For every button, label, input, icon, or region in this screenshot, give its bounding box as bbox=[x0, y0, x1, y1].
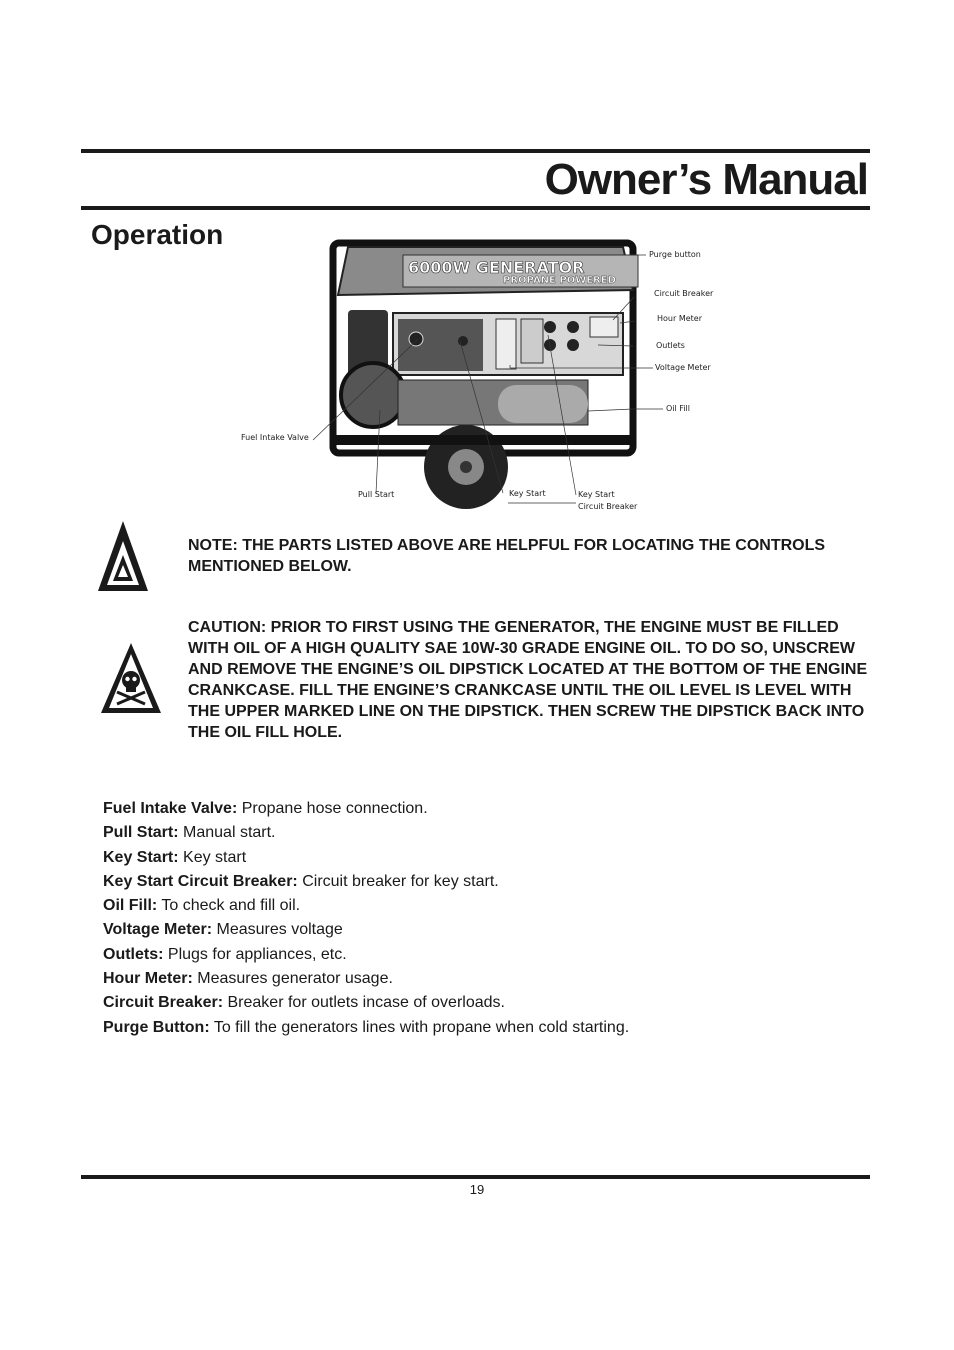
callout-hour-meter: Hour Meter bbox=[657, 314, 702, 323]
parts-list-item bbox=[103, 991, 629, 1015]
parts-list-item bbox=[103, 967, 629, 991]
page-number: 19 bbox=[469, 1182, 485, 1197]
part-description: Circuit breaker for key start. bbox=[302, 872, 499, 890]
skull-crossbones-icon bbox=[99, 640, 163, 716]
warning-triangle-icon bbox=[96, 519, 150, 593]
parts-list-item bbox=[103, 894, 629, 918]
part-description: To check and fill oil. bbox=[161, 897, 301, 915]
part-term: Pull Start: bbox=[103, 824, 179, 842]
oil-caution: CAUTION: PRIOR TO FIRST USING THE GENERATOR, THE ENGINE MUST BE FILLED WITH OIL OF A HIGH QUALITY SAE 10W-30 GRADE ENGINE OIL. TO DO SO, UNSCREW AND REMOVE THE ENGINE’S OIL DIPSTICK LOCATED AT THE BOTTOM OF THE ENGINE CRANKCASE. FILL THE ENGINE’S CRANKCASE UNTIL THE OIL LEVEL IS LEVEL WITH THE UPPER MARKED LINE ON THE DIPSTICK. THEN SCREW THE DIPSTICK BACK INTO THE OIL FILL HOLE. bbox=[188, 619, 868, 741]
generator-brand-subtext: PROPANE POWERED bbox=[503, 275, 616, 286]
part-description: Manual start. bbox=[183, 824, 276, 842]
callout-purge-button: Purge button bbox=[649, 250, 701, 259]
part-description: Breaker for outlets incase of overloads. bbox=[227, 994, 505, 1012]
part-term: Hour Meter: bbox=[103, 970, 193, 988]
part-description: Measures voltage bbox=[216, 921, 343, 939]
callout-key-start-cb-line1: Key Start bbox=[578, 490, 615, 499]
part-term: Oil Fill: bbox=[103, 897, 158, 915]
part-term: Circuit Breaker: bbox=[103, 994, 224, 1012]
part-description: Propane hose connection. bbox=[241, 800, 428, 817]
section-title: Operation bbox=[91, 219, 224, 250]
part-term: Key Start: bbox=[103, 848, 179, 866]
callout-voltage-meter: Voltage Meter bbox=[655, 363, 711, 372]
part-term: Key Start Circuit Breaker: bbox=[103, 872, 298, 890]
parts-note: NOTE: THE PARTS LISTED ABOVE ARE HELPFUL FOR LOCATING THE CONTROLS MENTIONED BELOW. bbox=[188, 537, 826, 575]
callout-fuel-intake-valve: Fuel Intake Valve bbox=[241, 433, 309, 442]
parts-list bbox=[103, 797, 629, 1040]
callout-oil-fill: Oil Fill bbox=[666, 404, 690, 413]
callout-key-start: Key Start bbox=[509, 489, 546, 498]
generator-figure bbox=[238, 235, 728, 515]
parts-list-item bbox=[103, 918, 629, 942]
generator-brand-text: 6000W GENERATOR bbox=[408, 258, 585, 277]
callout-circuit-breaker: Circuit Breaker bbox=[654, 289, 714, 298]
header-top-rule bbox=[81, 149, 870, 153]
callout-pull-start: Pull Start bbox=[358, 490, 395, 499]
parts-list-item bbox=[103, 943, 629, 967]
part-description: Key start bbox=[183, 848, 247, 866]
parts-list-item bbox=[103, 846, 629, 870]
part-term: Outlets: bbox=[103, 945, 164, 963]
part-description: To fill the generators lines with propane when cold starting. bbox=[213, 1018, 630, 1036]
parts-list-item bbox=[103, 1016, 629, 1040]
callout-outlets: Outlets bbox=[656, 341, 685, 350]
part-term: Voltage Meter: bbox=[103, 921, 213, 939]
part-term: Purge Button: bbox=[103, 1018, 210, 1036]
parts-list-item bbox=[103, 821, 629, 845]
callout-key-start-cb-line2: Circuit Breaker bbox=[578, 502, 638, 511]
part-description: Measures generator usage. bbox=[197, 970, 393, 988]
page-title: Owner’s Manual bbox=[544, 155, 868, 204]
header-bottom-rule bbox=[81, 206, 870, 210]
footer-rule bbox=[81, 1175, 870, 1179]
parts-list-item bbox=[103, 797, 629, 821]
part-term: Fuel Intake Valve: bbox=[103, 800, 238, 817]
generator-illustration bbox=[333, 243, 638, 509]
part-description: Plugs for appliances, etc. bbox=[167, 945, 347, 963]
parts-list-item bbox=[103, 870, 629, 894]
